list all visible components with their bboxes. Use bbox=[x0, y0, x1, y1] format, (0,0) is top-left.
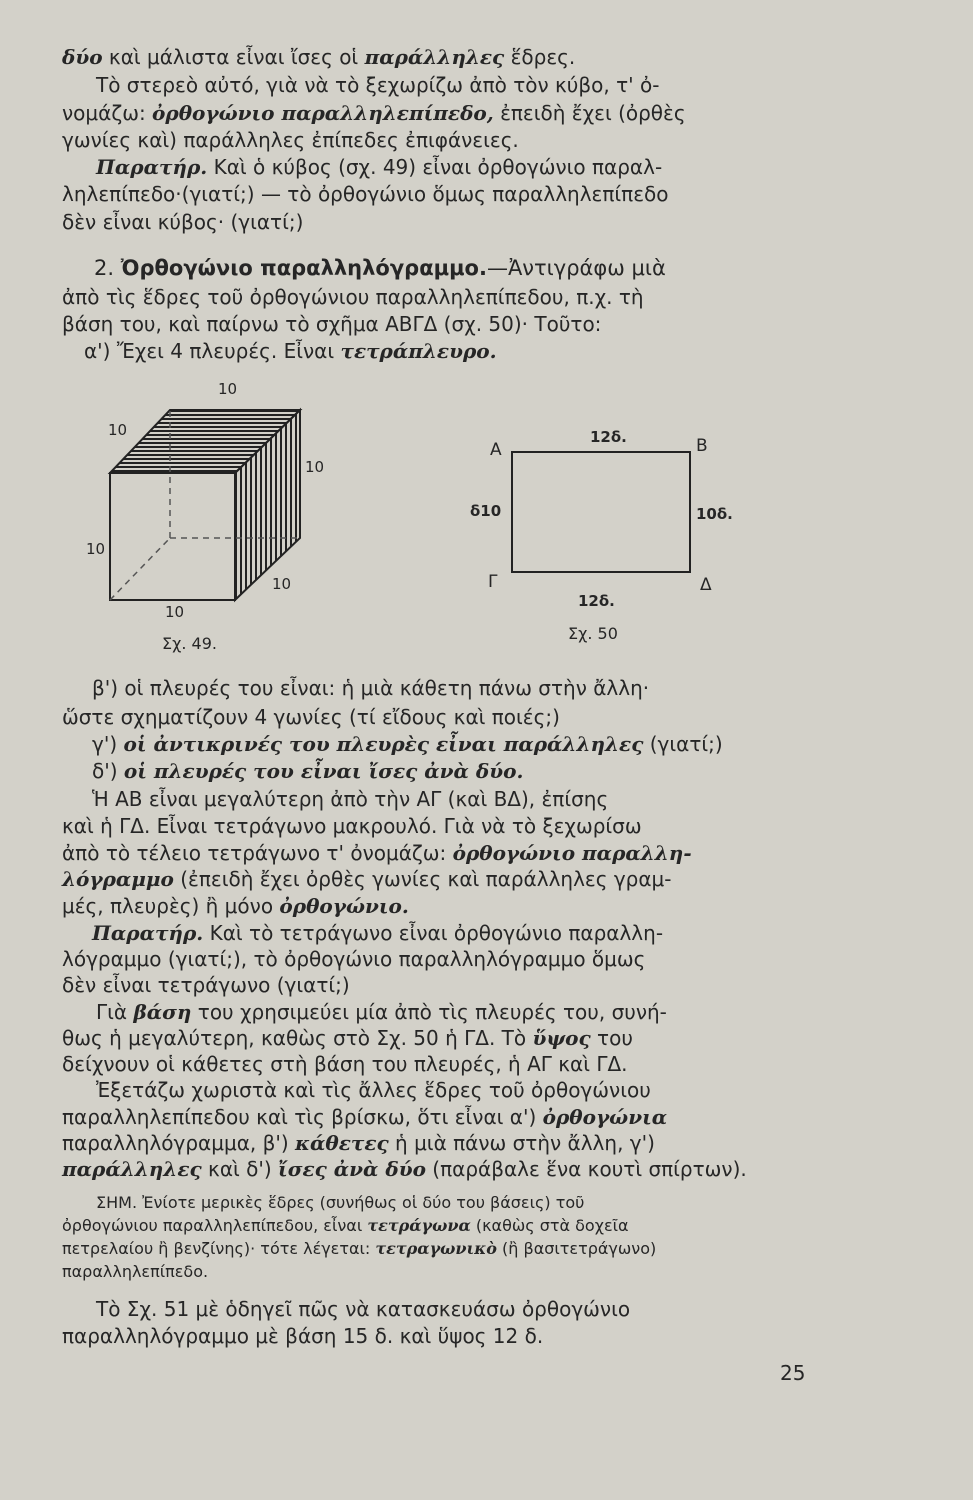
text-line bbox=[62, 893, 409, 919]
emphasis: Παρατήρ. bbox=[96, 155, 208, 179]
cube-label-left: 10 bbox=[86, 540, 106, 558]
emphasis: βάση bbox=[133, 1000, 192, 1024]
text-line bbox=[92, 920, 663, 946]
note-line bbox=[62, 1238, 656, 1260]
text-line bbox=[62, 866, 671, 892]
emphasis: οἱ πλευρές του εἶναι ἴσες ἀνὰ δύο. bbox=[123, 759, 524, 783]
emphasis: τετραγωνικὸ bbox=[375, 1239, 497, 1258]
text-line bbox=[62, 1025, 633, 1051]
emphasis: παράλληλες bbox=[62, 1157, 202, 1181]
emphasis: ὀρθογώνια bbox=[542, 1105, 668, 1129]
text-line bbox=[96, 154, 662, 180]
side-right-label: 10δ. bbox=[696, 505, 733, 523]
text-line bbox=[62, 1130, 655, 1156]
text: Καὶ ὁ κύβος (σχ. 49) εἶναι ὀρθογώνιο παραλ- bbox=[207, 155, 663, 179]
text-line: καὶ ἡ ΓΔ. Εἶναι τετράγωνο μακρουλό. Γιὰ νὰ τὸ ξεχωρίσω bbox=[62, 814, 642, 838]
text-line bbox=[62, 1156, 747, 1182]
text: του χρησιμεύει μία ἀπὸ τὶς πλευρές του, συνή- bbox=[191, 1000, 667, 1024]
text-line bbox=[92, 731, 723, 757]
text: ὀρθογώνιου παραλληλεπίπεδου, εἶναι bbox=[62, 1216, 368, 1235]
page-number: 25 bbox=[780, 1361, 806, 1385]
text: ἡ μιὰ πάνω στὴν ἄλλη, γ') bbox=[388, 1131, 655, 1155]
text: νομάζω: bbox=[62, 101, 153, 125]
side-left-label: δ10 bbox=[470, 502, 502, 520]
text-line bbox=[62, 840, 692, 866]
cube-figure bbox=[80, 378, 340, 628]
vertex-g: Γ bbox=[488, 572, 498, 592]
text: 2. bbox=[94, 256, 121, 280]
emphasis: Παρατήρ. bbox=[92, 921, 204, 945]
note-line: ΣΗΜ. Ἐνίοτε μερικὲς ἕδρες (συνήθως οἱ δύο του βάσεις) τοῦ bbox=[96, 1193, 585, 1212]
section-heading bbox=[94, 255, 666, 281]
text-line: δὲν εἶναι τετράγωνο (γιατί;) bbox=[62, 973, 350, 997]
text: παραλληλόγραμμα, β') bbox=[62, 1131, 296, 1155]
text-line: Τὸ στερεὸ αὐτό, γιὰ νὰ τὸ ξεχωρίζω ἀπὸ τὸν κύβο, τ' ὀ- bbox=[96, 73, 660, 97]
vertex-a: Α bbox=[490, 440, 502, 460]
text-line bbox=[84, 338, 497, 364]
text-line: παραλληλόγραμμο μὲ βάση 15 δ. καὶ ὕψος 12 δ. bbox=[62, 1324, 544, 1348]
emphasis: τετράπλευρο. bbox=[340, 339, 497, 363]
text-line: ληλεπίπεδο·(γιατί;) — τὸ ὀρθογώνιο ὅμως παραλληλεπίπεδο bbox=[62, 182, 669, 206]
cube-hidden-edge bbox=[110, 538, 170, 600]
text: (ἢ βασιτετράγωνο) bbox=[496, 1239, 657, 1258]
text: Καὶ τὸ τετράγωνο εἶναι ὀρθογώνιο παραλλη- bbox=[203, 921, 664, 945]
text-line bbox=[96, 999, 667, 1025]
text: γ') bbox=[92, 732, 124, 756]
cube-label-top: 10 bbox=[218, 380, 238, 398]
text-line: ὥστε σχηματίζουν 4 γωνίες (τί εἴδους καὶ ποιές;) bbox=[62, 705, 560, 729]
text: Γιὰ bbox=[96, 1000, 134, 1024]
text-line: Ἐξετάζω χωριστὰ καὶ τὶς ἄλλες ἕδρες τοῦ ὀρθογώνιου bbox=[96, 1078, 651, 1102]
text: ἀπὸ τὸ τέλειο τετράγωνο τ' ὀνομάζω: bbox=[62, 841, 453, 865]
note-line: παραλληλεπίπεδο. bbox=[62, 1262, 209, 1281]
cube-label-bottom: 10 bbox=[165, 603, 185, 621]
text: δ') bbox=[92, 759, 124, 783]
text-line: ἀπὸ τὶς ἕδρες τοῦ ὀρθογώνιου παραλληλεπίπεδου, π.χ. τὴ bbox=[62, 285, 644, 309]
emphasis: ὀρθογώνιο παραλληλεπίπεδο, bbox=[152, 101, 494, 125]
emphasis: ὕψος bbox=[532, 1026, 591, 1050]
text: (παράβαλε ἕνα κουτὶ σπίρτων). bbox=[425, 1157, 747, 1181]
emphasis: οἱ ἀντικρινές του πλευρὲς εἶναι παράλληλες bbox=[123, 732, 644, 756]
text: —Ἀντιγράφω μιὰ bbox=[486, 256, 666, 280]
text: καὶ μάλιστα εἶναι ἴσες οἱ bbox=[102, 45, 365, 69]
cube-label-right: 10 bbox=[305, 458, 325, 476]
text: του bbox=[590, 1026, 633, 1050]
text: παραλληλεπίπεδου καὶ τὶς βρίσκω, ὅτι εἶναι α') bbox=[62, 1105, 543, 1129]
emphasis: ὀρθογώνιο. bbox=[279, 894, 409, 918]
text-line: Τὸ Σχ. 51 μὲ ὁδηγεῖ πῶς νὰ κατασκευάσω ὀρθογώνιο bbox=[96, 1297, 631, 1321]
emphasis: παράλληλες bbox=[364, 45, 505, 69]
text-line: γωνίες καὶ) παράλληλες ἐπίπεδες ἐπιφάνειες. bbox=[62, 128, 519, 152]
text: θως ἡ μεγαλύτερη, καθὼς στὸ Σχ. 50 ἡ ΓΔ. Τὸ bbox=[62, 1026, 533, 1050]
text: ἕδρες. bbox=[504, 45, 576, 69]
text: μές, πλευρὲς) ἢ μόνο bbox=[62, 894, 280, 918]
vertex-d: Δ bbox=[700, 575, 712, 595]
text-line: λόγραμμο (γιατί;), τὸ ὀρθογώνιο παραλληλόγραμμο ὅμως bbox=[62, 947, 646, 971]
text: (καθὼς στὰ δοχεῖα bbox=[470, 1216, 629, 1235]
rectangle-figure bbox=[500, 440, 700, 580]
note-line bbox=[62, 1215, 629, 1237]
text: (ἐπειδὴ ἔχει ὀρθὲς γωνίες καὶ παράλληλες γραμ- bbox=[173, 867, 672, 891]
text-line bbox=[62, 1104, 667, 1130]
text-line bbox=[92, 758, 523, 784]
figure-49-caption: Σχ. 49. bbox=[162, 634, 217, 653]
figure-50-caption: Σχ. 50 bbox=[568, 624, 618, 643]
text-line: δὲν εἶναι κύβος· (γιατί;) bbox=[62, 210, 304, 234]
emphasis: ἴσες ἀνὰ δύο bbox=[278, 1157, 426, 1181]
text-line: β') οἱ πλευρές του εἶναι: ἡ μιὰ κάθετη πάνω στὴν ἄλλη· bbox=[92, 676, 650, 700]
emphasis: τετράγωνα bbox=[367, 1216, 471, 1235]
side-top-label: 12δ. bbox=[590, 428, 627, 446]
cube-label-bottom-right: 10 bbox=[272, 575, 292, 593]
text: πετρελαίου ἢ βενζίνης)· τότε λέγεται: bbox=[62, 1239, 376, 1258]
text-line: Ἡ ΑΒ εἶναι μεγαλύτερη ἀπὸ τὴν ΑΓ (καὶ ΒΔ), ἐπίσης bbox=[92, 787, 609, 811]
emphasis: ὀρθογώνιο παραλλη- bbox=[452, 841, 692, 865]
emphasis: λόγραμμο bbox=[62, 867, 174, 891]
text-line: βάση του, καὶ παίρνω τὸ σχῆμα ΑΒΓΔ (σχ. 50)· Τοῦτο: bbox=[62, 312, 602, 336]
emphasis: δύο bbox=[62, 45, 103, 69]
text-line bbox=[62, 100, 686, 126]
vertex-b: Β bbox=[696, 436, 708, 456]
heading-text: Ὀρθογώνιο παραλληλόγραμμο. bbox=[120, 256, 487, 280]
text-line bbox=[62, 44, 575, 70]
text: καὶ δ') bbox=[201, 1157, 279, 1181]
text: α') Ἔχει 4 πλευρές. Εἶναι bbox=[84, 339, 341, 363]
text: (γιατί;) bbox=[643, 732, 723, 756]
text-line: δείχνουν οἱ κάθετες στὴ βάση του πλευρές, ἡ ΑΓ καὶ ΓΔ. bbox=[62, 1052, 628, 1076]
side-bottom-label: 12δ. bbox=[578, 592, 615, 610]
text: ἐπειδὴ ἔχει (ὀρθὲς bbox=[493, 101, 686, 125]
rectangle-abgd bbox=[512, 452, 690, 572]
cube-label-top-left: 10 bbox=[108, 421, 128, 439]
emphasis: κάθετες bbox=[295, 1131, 389, 1155]
